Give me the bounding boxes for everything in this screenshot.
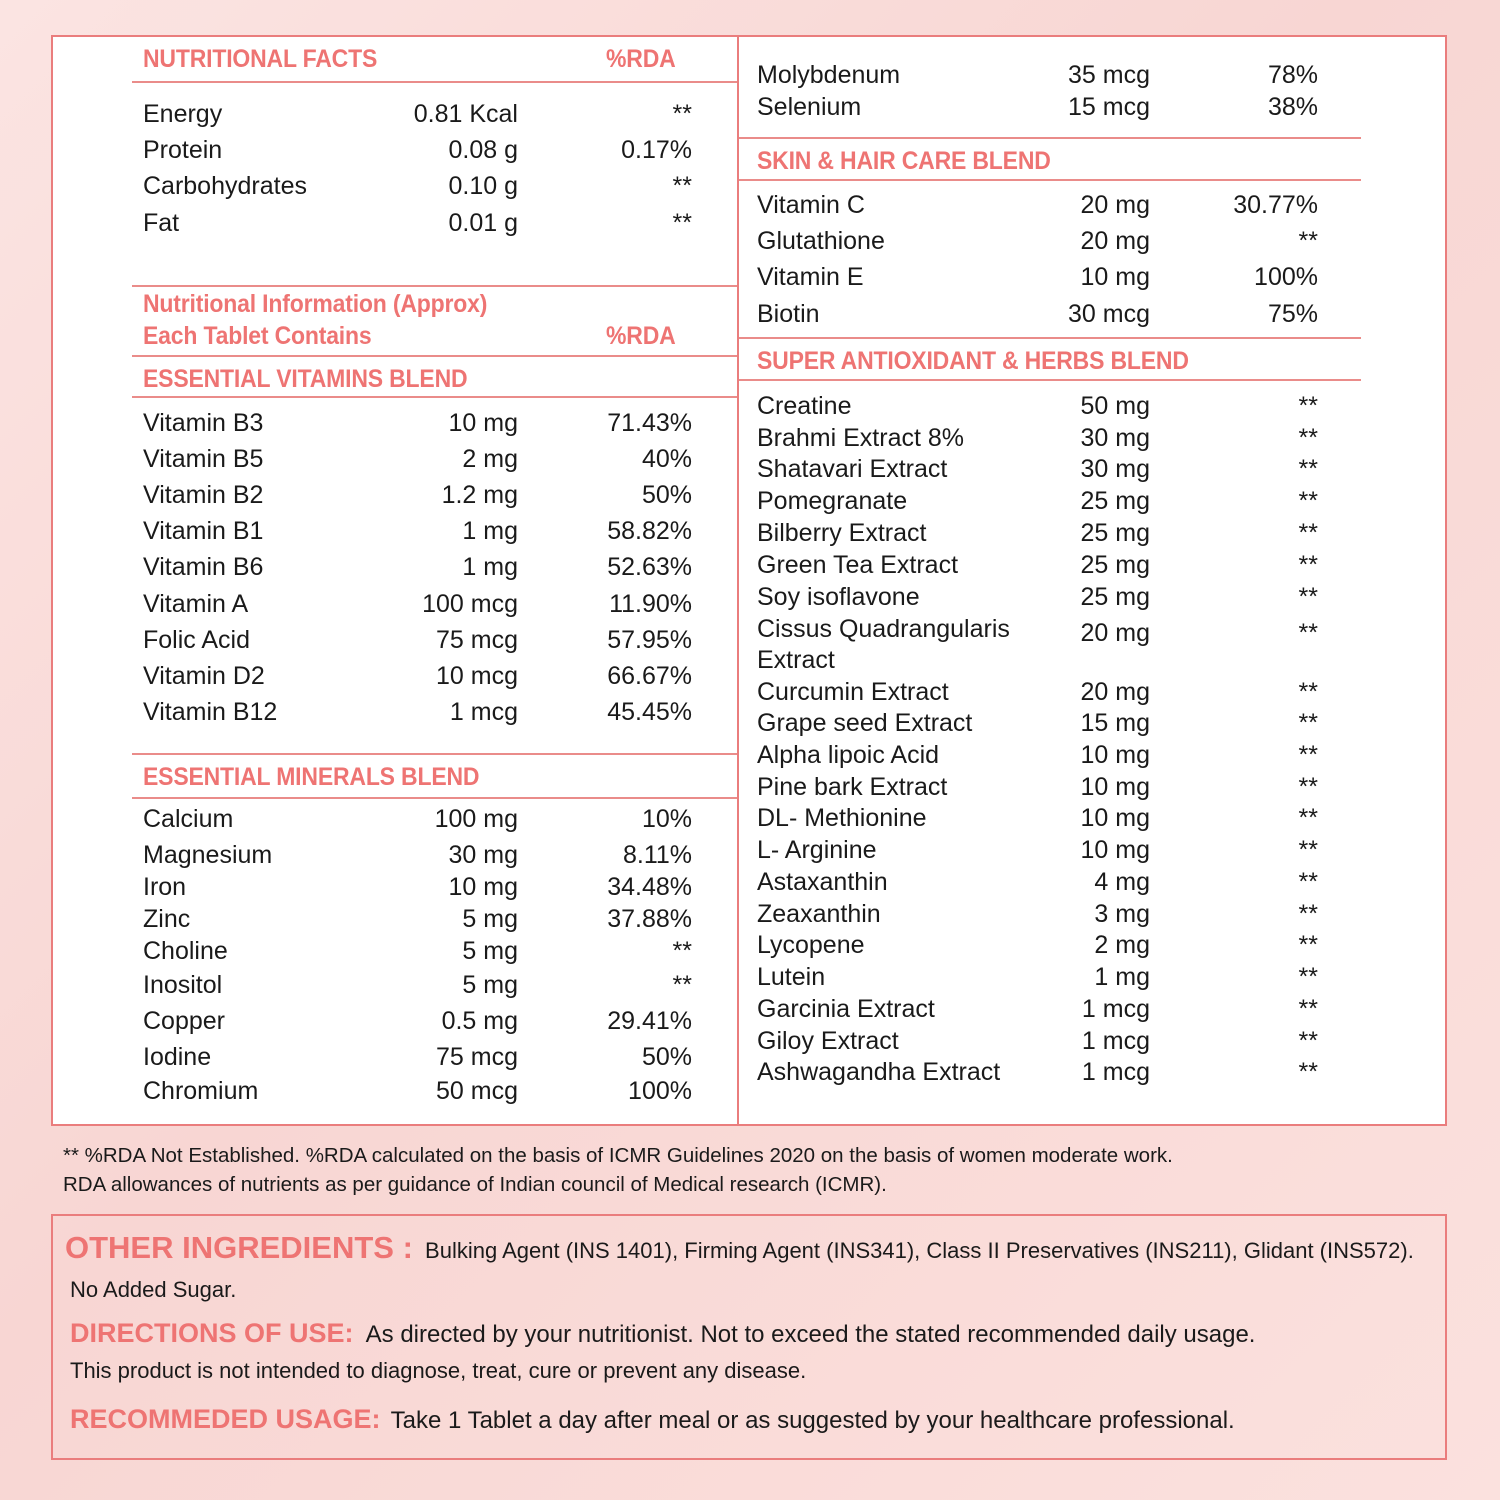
table-row xyxy=(143,968,692,1002)
table-row xyxy=(143,169,692,203)
nutrient-rda: 100% xyxy=(1254,263,1318,291)
nutrient-amount: 0.01 g xyxy=(448,209,518,237)
no-added-sugar: No Added Sugar. xyxy=(70,1277,237,1302)
nutrient-rda: 52.63% xyxy=(607,553,692,581)
nutrient-name: Shatavari Extract xyxy=(757,455,948,483)
divider-line xyxy=(132,797,737,799)
antioxidant-title: SUPER ANTIOXIDANT & HERBS BLEND xyxy=(757,347,1189,375)
directions-text: As directed by your nutritionist. Not to exceed the stated recommended daily usage. xyxy=(365,1321,1256,1348)
nutrient-name: Vitamin E xyxy=(757,263,864,291)
table-row xyxy=(143,406,692,440)
nutrient-name: Vitamin B5 xyxy=(143,445,264,473)
nutrient-amount: 15 mcg xyxy=(1068,93,1150,121)
table-row xyxy=(143,550,692,584)
nutrient-rda: ** xyxy=(672,100,692,128)
nutrient-rda: ** xyxy=(1298,455,1318,483)
table-row xyxy=(143,97,692,131)
nutrient-name: Vitamin B2 xyxy=(143,481,264,509)
table-row xyxy=(143,838,692,872)
nutrient-rda: ** xyxy=(1298,583,1318,611)
divider-line xyxy=(132,355,737,357)
divider-line xyxy=(739,137,1361,139)
nutrient-rda: 29.41% xyxy=(607,1007,692,1035)
nutrient-name: Creatine xyxy=(757,392,852,420)
nutrient-rda: 30.77% xyxy=(1233,191,1318,219)
nutrient-name: Green Tea Extract xyxy=(757,551,959,579)
nutrient-amount: 10 mg xyxy=(1080,263,1150,291)
divider-line xyxy=(739,379,1361,381)
divider-line xyxy=(739,179,1361,181)
nutrient-amount: 1 mcg xyxy=(1081,1027,1150,1055)
table-row xyxy=(757,389,1318,423)
nutrient-rda: 100% xyxy=(628,1077,692,1105)
usage-label: RECOMMEDED USAGE: xyxy=(70,1404,381,1434)
table-row xyxy=(757,484,1318,518)
nutrient-rda: 38% xyxy=(1267,93,1318,121)
nutrient-amount: 25 mg xyxy=(1080,583,1150,611)
nutrient-name: Copper xyxy=(143,1007,225,1035)
nutrient-amount: 2 mg xyxy=(462,445,518,473)
table-row xyxy=(143,659,692,693)
nutrient-amount: 1.2 mg xyxy=(441,481,518,509)
nutrient-name: Biotin xyxy=(757,300,820,328)
nutrient-name: Choline xyxy=(143,937,228,965)
nutrient-rda: 40% xyxy=(641,445,692,473)
nutrient-name: Chromium xyxy=(143,1077,259,1105)
nutrient-name: Iron xyxy=(143,873,187,901)
nutrient-amount: 25 mg xyxy=(1080,519,1150,547)
recommended-usage xyxy=(70,1404,1235,1435)
nutrient-amount: 30 mg xyxy=(1080,455,1150,483)
nutrient-name: Carbohydrates xyxy=(143,172,307,200)
table-row xyxy=(757,897,1318,931)
nutrient-rda: 50% xyxy=(641,1043,692,1071)
nutrient-rda: ** xyxy=(672,937,692,965)
nutrient-name: Zinc xyxy=(143,905,191,933)
nutrient-name: Garcinia Extract xyxy=(757,995,935,1023)
minerals-title: ESSENTIAL MINERALS BLEND xyxy=(143,763,480,791)
table-row xyxy=(143,133,692,167)
table-row xyxy=(143,206,692,240)
nutrient-name: Pine bark Extract xyxy=(757,773,948,801)
nutrient-name-continued: Extract xyxy=(757,646,835,674)
nutrient-name: Brahmi Extract 8% xyxy=(757,424,965,452)
nutrient-name: Alpha lipoic Acid xyxy=(757,741,940,769)
table-row xyxy=(757,612,1318,674)
table-row xyxy=(143,1004,692,1038)
nutrient-rda: 50% xyxy=(641,481,692,509)
nutrient-name: Vitamin D2 xyxy=(143,662,265,690)
nutrient-amount: 10 mg xyxy=(1080,836,1150,864)
nutrient-rda: ** xyxy=(1298,836,1318,864)
nutrient-name: Cissus Quadrangularis xyxy=(757,615,1010,643)
divider-line xyxy=(132,753,737,755)
table-row xyxy=(757,865,1318,899)
table-row xyxy=(143,514,692,548)
nutrient-rda: 66.67% xyxy=(607,662,692,690)
nutrient-rda: 45.45% xyxy=(607,698,692,726)
nutrient-rda: ** xyxy=(672,209,692,237)
nutrient-name: Lycopene xyxy=(757,931,865,959)
nutrient-amount: 25 mg xyxy=(1080,551,1150,579)
nutrient-name: Folic Acid xyxy=(143,626,250,654)
nutrient-name: Ashwagandha Extract xyxy=(757,1058,1001,1086)
nutrient-amount: 10 mg xyxy=(448,873,518,901)
nutrient-name: Glutathione xyxy=(757,227,885,255)
column-divider xyxy=(737,35,739,1126)
nutrient-name: Astaxanthin xyxy=(757,868,888,896)
table-row xyxy=(143,623,692,657)
nutritional-info-rda-header: %RDA xyxy=(606,322,676,350)
nutrient-amount: 30 mcg xyxy=(1068,300,1150,328)
table-row xyxy=(143,587,692,621)
nutrient-amount: 20 mg xyxy=(1080,227,1150,255)
nutrient-rda: 34.48% xyxy=(607,873,692,901)
nutrient-name: Vitamin B1 xyxy=(143,517,264,545)
nutrient-rda: ** xyxy=(1298,773,1318,801)
nutrient-amount: 5 mg xyxy=(462,905,518,933)
nutrient-amount: 1 mg xyxy=(462,517,518,545)
disclaimer-text: This product is not intended to diagnose, treat, cure or prevent any disease. xyxy=(70,1358,807,1383)
nutrient-rda: ** xyxy=(1298,519,1318,547)
nutrient-amount: 50 mg xyxy=(1080,392,1150,420)
nutrient-name: Soy isoflavone xyxy=(757,583,920,611)
nutrient-amount: 10 mcg xyxy=(436,662,518,690)
nutrient-rda: ** xyxy=(1298,1027,1318,1055)
table-row xyxy=(143,1074,692,1108)
nutrient-amount: 20 mg xyxy=(1080,191,1150,219)
table-row xyxy=(757,770,1318,804)
nutrient-rda: ** xyxy=(1298,424,1318,452)
nutrient-amount: 5 mg xyxy=(462,937,518,965)
nutrient-name: Bilberry Extract xyxy=(757,519,927,547)
directions-of-use xyxy=(70,1318,1255,1349)
table-row xyxy=(757,297,1318,331)
nutrient-amount: 30 mg xyxy=(448,841,518,869)
nutrient-amount: 20 mg xyxy=(1080,619,1150,647)
nutrient-name: L- Arginine xyxy=(757,836,877,864)
nutrient-amount: 2 mg xyxy=(1094,931,1150,959)
nutritional-info-subtitle: Each Tablet Contains xyxy=(143,322,372,350)
nutrient-name: Vitamin B6 xyxy=(143,553,264,581)
nutrient-rda: 0.17% xyxy=(621,136,692,164)
nutrient-rda: ** xyxy=(1298,709,1318,737)
nutrient-amount: 75 mcg xyxy=(436,626,518,654)
nutrient-amount: 75 mcg xyxy=(436,1043,518,1071)
nutrient-name: Zeaxanthin xyxy=(757,900,881,928)
nutrient-name: Iodine xyxy=(143,1043,212,1071)
divider-line xyxy=(132,396,737,398)
nutrient-amount: 3 mg xyxy=(1094,900,1150,928)
table-row xyxy=(757,1055,1318,1089)
footnote-line-2: RDA allowances of nutrients as per guidance of Indian council of Medical research (ICMR). xyxy=(63,1173,887,1196)
table-row xyxy=(757,188,1318,222)
nutrient-rda: ** xyxy=(1298,1058,1318,1086)
table-row xyxy=(757,833,1318,867)
table-row xyxy=(757,452,1318,486)
divider-line xyxy=(739,337,1361,339)
table-row xyxy=(143,870,692,904)
nutrient-name: Curcumin Extract xyxy=(757,678,949,706)
nutrient-rda: ** xyxy=(1298,868,1318,896)
other-ingredients-text: Bulking Agent (INS 1401), Firming Agent (INS341), Class II Preservatives (INS211), Glidant (INS572). xyxy=(425,1238,1414,1263)
table-row xyxy=(143,478,692,512)
nutrient-amount: 0.81 Kcal xyxy=(413,100,518,128)
nutrient-rda: ** xyxy=(1298,551,1318,579)
nutrient-rda: ** xyxy=(1298,227,1318,255)
table-row xyxy=(143,934,692,968)
nutrient-rda: ** xyxy=(1298,995,1318,1023)
nutritional-facts-rda-header: %RDA xyxy=(606,45,676,73)
nutrient-rda: 10% xyxy=(641,805,692,833)
nutrient-rda: ** xyxy=(1298,741,1318,769)
nutrient-amount: 100 mg xyxy=(434,805,518,833)
nutrient-rda: ** xyxy=(1298,963,1318,991)
nutrient-rda: ** xyxy=(1298,900,1318,928)
table-row xyxy=(143,695,692,729)
nutrient-rda: 71.43% xyxy=(607,409,692,437)
nutrient-rda: 37.88% xyxy=(607,905,692,933)
table-row xyxy=(757,801,1318,835)
table-row xyxy=(757,516,1318,550)
nutrient-amount: 10 mg xyxy=(1080,773,1150,801)
nutrient-amount: 20 mg xyxy=(1080,678,1150,706)
table-row xyxy=(757,58,1318,92)
table-row xyxy=(757,90,1318,124)
nutrient-name: Molybdenum xyxy=(757,61,901,89)
table-row xyxy=(757,960,1318,994)
other-ingredients xyxy=(65,1230,1414,1266)
divider-line xyxy=(132,81,737,83)
table-row xyxy=(143,802,692,836)
nutrient-rda: 11.90% xyxy=(609,590,692,618)
table-row xyxy=(757,675,1318,709)
table-row xyxy=(757,548,1318,582)
nutrient-amount: 5 mg xyxy=(462,971,518,999)
nutrient-amount: 4 mg xyxy=(1094,868,1150,896)
footnote-line-1: ** %RDA Not Established. %RDA calculated on the basis of ICMR Guidelines 2020 on the basis of women moderate work. xyxy=(63,1144,1173,1167)
nutrient-amount: 25 mg xyxy=(1080,487,1150,515)
usage-text: Take 1 Tablet a day after meal or as suggested by your healthcare professional. xyxy=(390,1407,1235,1434)
nutrient-rda: 75% xyxy=(1267,300,1318,328)
nutrient-name: Vitamin B12 xyxy=(143,698,278,726)
nutrient-rda: ** xyxy=(1298,619,1318,647)
nutrient-name: Giloy Extract xyxy=(757,1027,899,1055)
table-row xyxy=(757,992,1318,1026)
other-ingredients-label: OTHER INGREDIENTS : xyxy=(65,1230,413,1265)
nutritional-facts-title: NUTRITIONAL FACTS xyxy=(143,45,378,73)
nutrient-name: Lutein xyxy=(757,963,826,991)
nutrient-amount: 1 mcg xyxy=(449,698,518,726)
nutrient-name: Protein xyxy=(143,136,223,164)
directions-label: DIRECTIONS OF USE xyxy=(70,1318,345,1348)
nutrient-name: Fat xyxy=(143,209,180,237)
table-row xyxy=(757,580,1318,614)
table-row xyxy=(143,1040,692,1074)
nutrient-rda: ** xyxy=(1298,678,1318,706)
nutrient-amount: 15 mg xyxy=(1080,709,1150,737)
table-row xyxy=(757,421,1318,455)
nutritional-info-title: Nutritional Information (Approx) xyxy=(143,290,488,318)
nutrient-name: Selenium xyxy=(757,93,862,121)
nutrient-name: Vitamin A xyxy=(143,590,249,618)
table-row xyxy=(143,902,692,936)
table-row xyxy=(757,738,1318,772)
nutrient-rda: ** xyxy=(1298,804,1318,832)
nutrient-amount: 100 mcg xyxy=(422,590,518,618)
nutrient-rda: 78% xyxy=(1267,61,1318,89)
table-row xyxy=(757,1024,1318,1058)
nutrient-rda: ** xyxy=(1298,931,1318,959)
nutrient-rda: 58.82% xyxy=(607,517,692,545)
nutrient-amount: 35 mcg xyxy=(1068,61,1150,89)
nutrient-amount: 1 mg xyxy=(1094,963,1150,991)
directions-colon: : xyxy=(344,1318,354,1348)
table-row xyxy=(757,928,1318,962)
nutrient-rda: ** xyxy=(1298,392,1318,420)
nutrient-rda: ** xyxy=(672,971,692,999)
nutrient-name: Grape seed Extract xyxy=(757,709,973,737)
nutrient-amount: 1 mcg xyxy=(1081,995,1150,1023)
nutrient-amount: 0.08 g xyxy=(448,136,518,164)
nutrient-amount: 1 mcg xyxy=(1081,1058,1150,1086)
nutrient-name: Calcium xyxy=(143,805,234,833)
nutrient-name: Inositol xyxy=(143,971,223,999)
nutrient-rda: 57.95% xyxy=(607,626,692,654)
nutrient-amount: 30 mg xyxy=(1080,424,1150,452)
nutrient-name: Vitamin B3 xyxy=(143,409,264,437)
nutrient-rda: ** xyxy=(672,172,692,200)
divider-line xyxy=(132,285,737,287)
nutrient-name: Energy xyxy=(143,100,223,128)
skin-hair-title: SKIN & HAIR CARE BLEND xyxy=(757,147,1051,175)
nutrient-amount: 10 mg xyxy=(1080,804,1150,832)
vitamins-title: ESSENTIAL VITAMINS BLEND xyxy=(143,365,468,393)
nutrient-rda: ** xyxy=(1298,487,1318,515)
table-row xyxy=(757,224,1318,258)
table-row xyxy=(143,442,692,476)
nutrient-amount: 0.5 mg xyxy=(441,1007,518,1035)
nutrient-name: Magnesium xyxy=(143,841,273,869)
nutrient-name: Vitamin C xyxy=(757,191,865,219)
table-row xyxy=(757,260,1318,294)
nutrient-amount: 50 mcg xyxy=(436,1077,518,1105)
nutrient-name: Pomegranate xyxy=(757,487,908,515)
nutrient-amount: 1 mg xyxy=(462,553,518,581)
nutrient-amount: 10 mg xyxy=(1080,741,1150,769)
table-row xyxy=(757,706,1318,740)
nutrient-name: DL- Methionine xyxy=(757,804,927,832)
nutrient-rda: 8.11% xyxy=(622,841,692,869)
nutrient-amount: 0.10 g xyxy=(448,172,518,200)
nutrient-amount: 10 mg xyxy=(448,409,518,437)
